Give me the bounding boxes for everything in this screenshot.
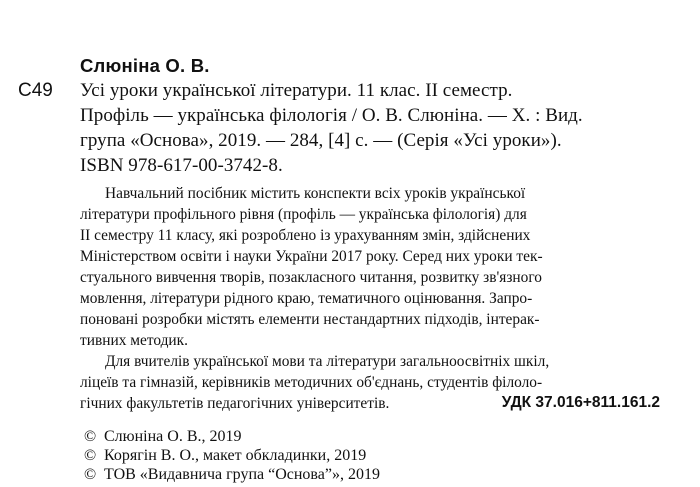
annotation-line: Міністерством освіти і науки України 2017 року. Серед них уроки тек- — [80, 248, 543, 265]
bibliographic-line: Усі уроки української літератури. 11 клас. ІІ семестр. — [80, 80, 513, 101]
classification-code: С49 — [18, 80, 53, 101]
author-heading: Слюніна О. В. — [80, 55, 210, 76]
bibliographic-line: група «Основа», 2019. — 284, [4] с. — (Серія «Усі уроки»). — [80, 130, 562, 151]
audience-line: гічних факультетів педагогічних університетів. — [80, 395, 390, 412]
copyright-text: Слюніна О. В., 2019 — [104, 428, 242, 445]
annotation-line: стуального вивчення творів, позакласного читання, розвитку зв'язного — [80, 269, 542, 286]
udc-code: УДК 37.016+811.161.2 — [501, 394, 660, 411]
copyright-line — [84, 466, 380, 484]
audience-line: Для вчителів української мови та літератури загальноосвітніх шкіл, — [105, 353, 550, 370]
copyright-text: ТОВ «Видавнича група “Основа”», 2019 — [104, 466, 380, 483]
annotation-line: поновані розробки містять елементи нестандартних підходів, інтерак- — [80, 311, 540, 328]
copyright-symbol: © — [84, 428, 97, 445]
copyright-line — [84, 428, 242, 446]
copyright-symbol: © — [84, 447, 97, 464]
annotation-line: літератури профільного рівня (профіль — українська філологія) для — [80, 206, 527, 223]
annotation-line: мовлення, літератури рідного краю, тематичного оцінювання. Запро- — [80, 290, 533, 307]
audience-line: ліцеїв та гімназій, керівників методичних об'єднань, студентів філоло- — [80, 374, 543, 391]
copyright-line — [84, 447, 366, 465]
copyright-text: Корягін В. О., макет обкладинки, 2019 — [104, 447, 367, 464]
annotation-line: Навчальний посібник містить конспекти всіх уроків української — [105, 185, 526, 202]
isbn-line: ISBN 978-617-00-3742-8. — [80, 155, 283, 176]
annotation-line: ІІ семестру 11 класу, які розроблено із урахуванням змін, здійснених — [80, 227, 531, 244]
bibliographic-line: Профіль — українська філологія / О. В. Слюніна. — Х. : Вид. — [80, 105, 583, 126]
copyright-symbol: © — [84, 466, 97, 483]
annotation-line: тивних методик. — [80, 332, 188, 349]
